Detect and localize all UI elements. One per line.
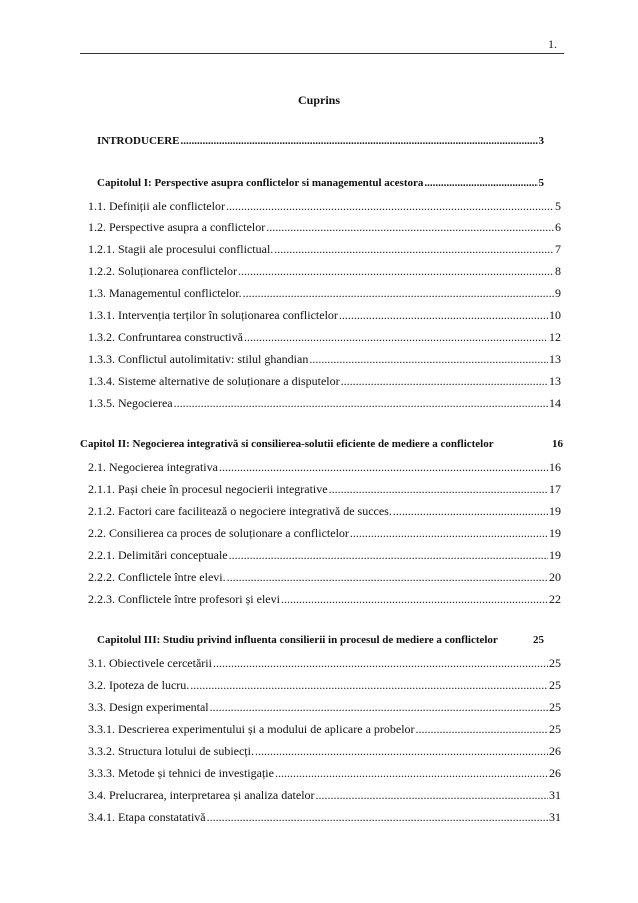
toc-entry-label: 1.3.1. Intervenția terților în soluționarea conflictelor: [88, 308, 338, 322]
toc-entry-page: 31: [549, 788, 561, 802]
toc-entry[interactable]: [88, 504, 561, 519]
toc-entry-page: 13: [549, 374, 561, 388]
toc-entry[interactable]: [88, 352, 561, 367]
toc-entry[interactable]: [88, 396, 561, 411]
toc-entry-label: 2.2.1. Delimitări conceptuale: [88, 548, 228, 562]
toc-entry-page: 25: [549, 656, 561, 670]
toc-entry-page: 5: [555, 199, 561, 213]
toc-entry[interactable]: [88, 308, 561, 323]
toc-entry[interactable]: [88, 220, 561, 235]
toc-entry[interactable]: [88, 482, 561, 497]
toc-entry-page: 12: [549, 330, 561, 344]
toc-entry-label: 2.2.2. Conflictele între elevi.: [88, 570, 226, 584]
toc-entry-label: 1.2.1. Stagii ale procesului conflictual.: [88, 242, 274, 256]
toc-entry-chapter-2[interactable]: [80, 438, 563, 450]
toc-entry-label: 1.2.2. Soluționarea conflictelor: [88, 264, 237, 278]
toc-entry-page: 14: [549, 396, 561, 410]
toc-entry[interactable]: [88, 810, 561, 825]
toc-entry-page: 3: [538, 135, 544, 147]
toc-entry[interactable]: [88, 374, 561, 389]
page-number: 1.: [548, 37, 557, 51]
toc-entry-label: 1.2. Perspective asupra a conflictelor: [88, 220, 266, 234]
toc-entry[interactable]: [88, 460, 561, 475]
toc-entry-label: 1.3. Managementul conflictelor.: [88, 286, 242, 300]
toc-entry-label: 3.3.1. Descrierea experimentului și a modului de aplicare a probelor: [88, 722, 415, 736]
toc-entry-page: 6: [555, 220, 561, 234]
toc-entry-page: 10: [549, 308, 561, 322]
toc-entry[interactable]: [88, 744, 561, 759]
toc-entry[interactable]: [88, 264, 561, 279]
toc-entry-page: 31: [549, 810, 561, 824]
toc-entry-label: 2.1.2. Factori care facilitează o negociere integrativă de succes.: [88, 504, 392, 518]
toc-entry-page: 7: [555, 242, 561, 256]
toc-entry[interactable]: [88, 592, 561, 607]
toc-entry-label: 1.3.3. Conflictul autolimitativ: stilul ghandian: [88, 352, 309, 366]
toc-entry-page: 16: [552, 438, 563, 450]
toc-entry-label: 3.1. Obiectivele cercetării: [88, 656, 212, 670]
toc-entry-label: 1.1. Definiții ale conflictelor: [88, 199, 225, 213]
toc-entry-label: 2.2.3. Conflictele între profesori și elevi: [88, 592, 280, 606]
toc-entry-page: 16: [549, 460, 561, 474]
toc-entry-page: 9: [555, 286, 561, 300]
toc-entry-page: 5: [538, 177, 544, 189]
toc-entry[interactable]: [88, 700, 561, 715]
toc-entry[interactable]: [88, 286, 561, 301]
toc-entry[interactable]: [88, 526, 561, 541]
toc-entry-label: 1.3.4. Sisteme alternative de soluționare a disputelor: [88, 374, 340, 388]
toc-entry-page: 25: [549, 700, 561, 714]
page-title: Cuprins: [297, 93, 341, 107]
toc-entry-page: 13: [549, 352, 561, 366]
toc-entry-page: 25: [533, 634, 544, 646]
toc-entry-page: 8: [555, 264, 561, 278]
toc-entry-chapter-1[interactable]: [97, 177, 544, 189]
toc-entry-page: 25: [549, 678, 561, 692]
toc-entry-page: 20: [549, 570, 561, 584]
toc-entry[interactable]: [88, 766, 561, 781]
toc-entry-page: 22: [549, 592, 561, 606]
toc-entry-label: 3.3. Design experimental: [88, 700, 209, 714]
toc-entry[interactable]: [88, 570, 561, 585]
toc-entry-page: 26: [549, 744, 561, 758]
toc-entry[interactable]: [88, 678, 561, 693]
toc-entry-label: 2.2. Consilierea ca proces de soluționare a conflictelor: [88, 526, 349, 540]
toc-entry[interactable]: [88, 199, 561, 214]
toc-entry-label: 2.1. Negocierea integrativa: [88, 460, 218, 474]
toc-entry-label: 1.3.2. Confruntarea constructivă: [88, 330, 243, 344]
toc-entry-label: 3.2. Ipoteza de lucru.: [88, 678, 190, 692]
header-rule: [80, 53, 564, 54]
toc-entry-page: 17: [549, 482, 561, 496]
toc-entry-page: 19: [549, 526, 561, 540]
toc-entry[interactable]: [88, 330, 561, 345]
toc-entry-label: 3.4. Prelucrarea, interpretarea și analiza datelor: [88, 788, 315, 802]
toc-entry-page: 26: [549, 766, 561, 780]
toc-entry-page: 19: [549, 504, 561, 518]
toc-entry-label: 3.4.1. Etapa constatativă: [88, 810, 206, 824]
toc-entry-page: 19: [549, 548, 561, 562]
toc-entry[interactable]: [88, 722, 561, 737]
toc-entry-label: 3.3.3. Metode și tehnici de investigație: [88, 766, 274, 780]
toc-entry[interactable]: [88, 548, 561, 563]
toc-entry-label: Capitolul I: Perspective asupra conflictelor si managementul acestora: [97, 177, 424, 189]
toc-entry-page: 25: [549, 722, 561, 736]
toc-entry-label: 3.3.2. Structura lotului de subiecți.: [88, 744, 254, 758]
toc-entry-label: Capitol II: Negocierea integrativă si consilierea-solutii eficiente de mediere a conflictelor: [80, 438, 494, 450]
toc-entry[interactable]: [88, 788, 561, 803]
toc-entry-introducere[interactable]: [97, 135, 544, 147]
toc-entry[interactable]: [88, 242, 561, 257]
toc-entry-chapter-3[interactable]: [97, 634, 544, 646]
toc-entry-label: 1.3.5. Negocierea: [88, 396, 173, 410]
toc-entry-label: INTRODUCERE: [97, 135, 180, 147]
toc-entry-label: Capitolul III: Studiu privind influenta consilierii in procesul de mediere a conflictelor: [97, 634, 498, 646]
toc-entry[interactable]: [88, 656, 561, 671]
toc-entry-label: 2.1.1. Pași cheie în procesul negocierii integrative: [88, 482, 328, 496]
